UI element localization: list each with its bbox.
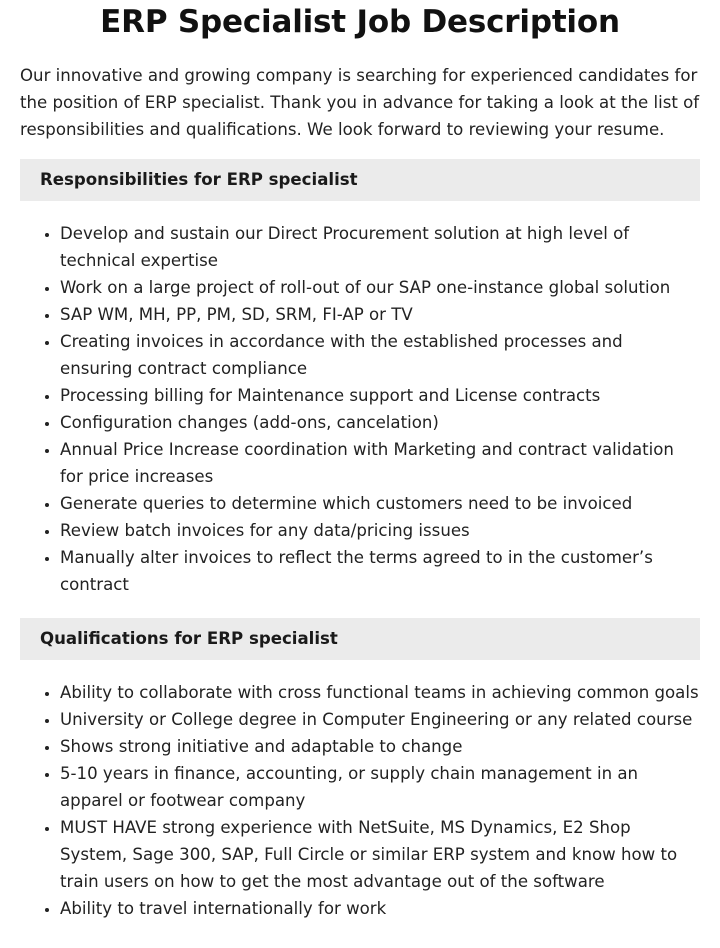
responsibility-item: • SAP WM, MH, PP, PM, SD, SRM, FI-AP or TV	[60, 301, 700, 328]
qualification-item: • MUST HAVE strong experience with NetSuite, MS Dynamics, E2 Shop System, Sage 300, SAP, Full Circle or similar ERP system and know how to train users on how to get the most advantage out of the software	[60, 814, 700, 895]
responsibility-item: • Creating invoices in accordance with the established processes and ensuring contract compliance	[60, 328, 700, 382]
responsibility-item: • Annual Price Increase coordination with Marketing and contract validation for price increases	[60, 436, 700, 490]
qualification-item: • 5-10 years in finance, accounting, or supply chain management in an apparel or footwear company	[60, 760, 700, 814]
intro-paragraph: Our innovative and growing company is searching for experienced candidates for the position of ERP specialist. Thank you in advance for taking a look at the list of responsibilities and qualifications. We look forward to reviewing your resume.	[20, 66, 700, 139]
qualification-item: • Ability to travel internationally for work	[60, 895, 700, 922]
page-title: ERP Specialist Job Description	[100, 4, 620, 40]
responsibility-item: • Generate queries to determine which customers need to be invoiced	[60, 490, 700, 517]
qualification-item: • Ability to collaborate with cross functional teams in achieving common goals	[60, 679, 700, 706]
responsibility-item: • Develop and sustain our Direct Procurement solution at high level of technical expertise	[60, 220, 700, 274]
responsibilities-list	[20, 220, 700, 598]
responsibility-item: • Manually alter invoices to reflect the terms agreed to in the customer’s contract	[60, 544, 700, 598]
responsibility-item: • Processing billing for Maintenance support and License contracts	[60, 382, 700, 409]
responsibilities-heading: Responsibilities for ERP specialist	[20, 159, 700, 201]
qualification-item: • Shows strong initiative and adaptable to change	[60, 733, 700, 760]
responsibility-item: • Work on a large project of roll-out of our SAP one-instance global solution	[60, 274, 700, 301]
responsibility-item: • Review batch invoices for any data/pricing issues	[60, 517, 700, 544]
qualifications-list	[20, 679, 700, 922]
responsibility-item: • Configuration changes (add-ons, cancelation)	[60, 409, 700, 436]
qualification-item: • University or College degree in Computer Engineering or any related course	[60, 706, 700, 733]
qualifications-heading: Qualifications for ERP specialist	[20, 618, 700, 660]
